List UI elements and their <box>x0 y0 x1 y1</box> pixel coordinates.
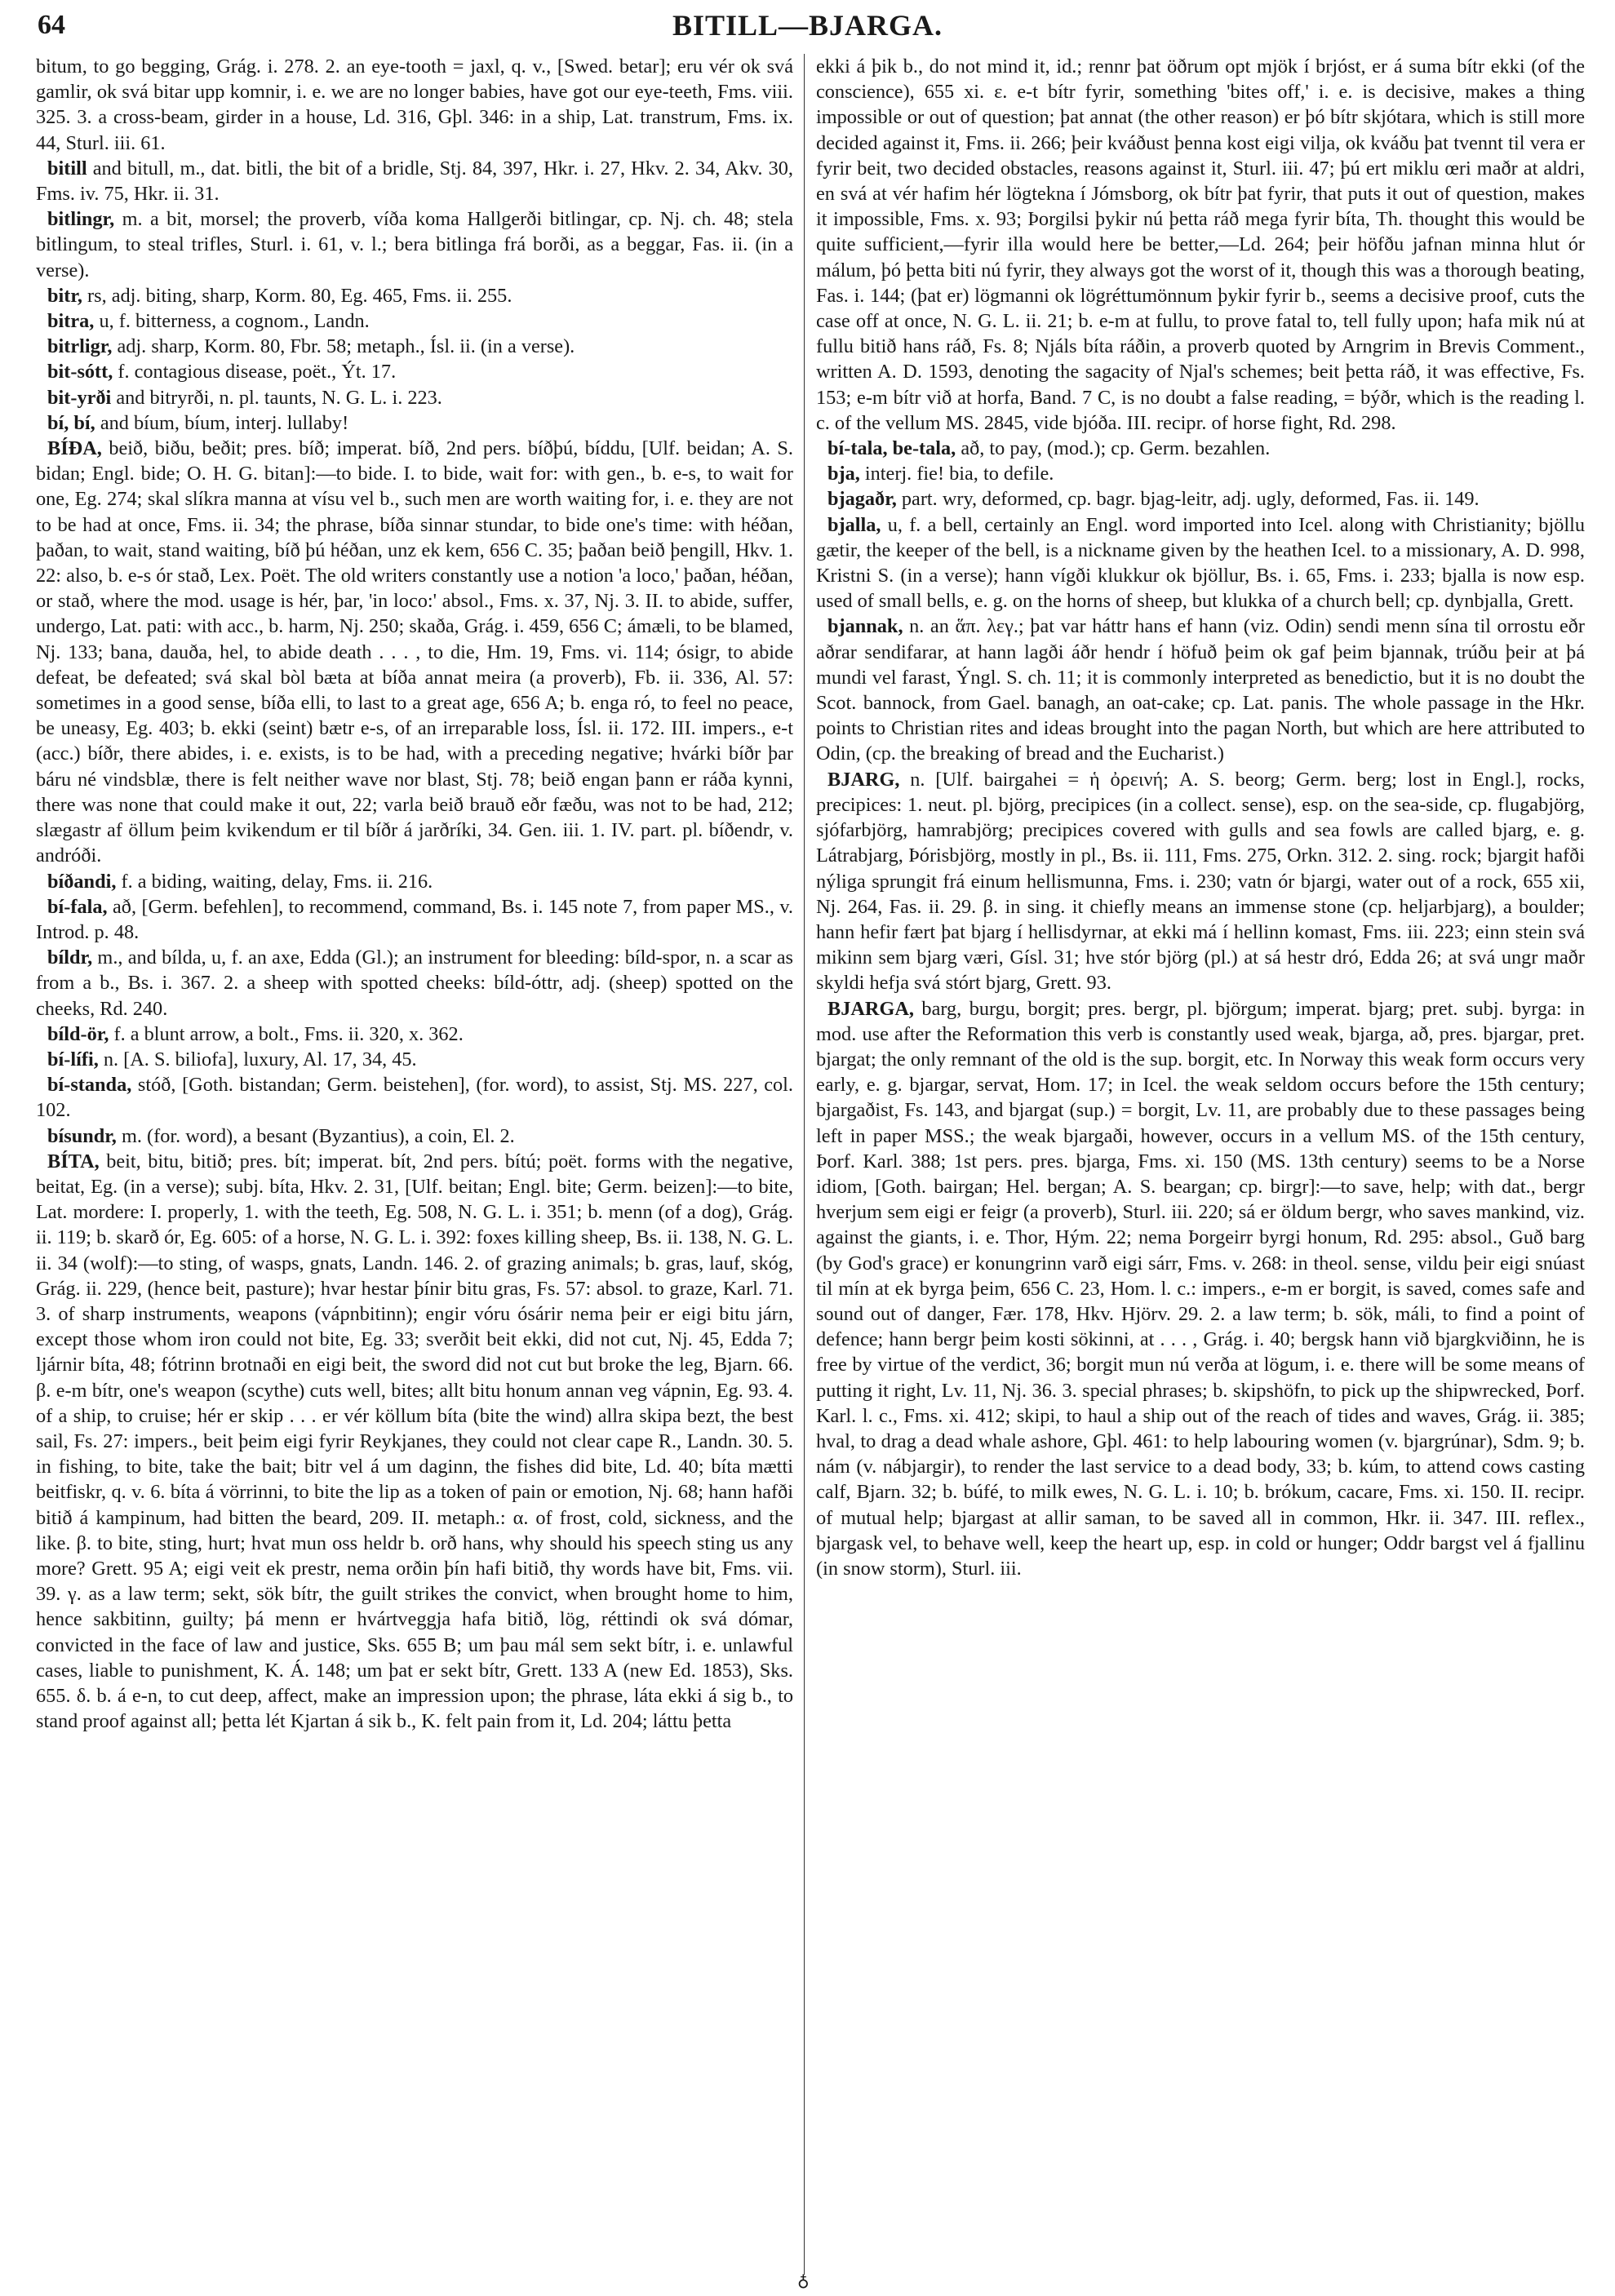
page-title: BITILL—BJARGA. <box>672 9 943 42</box>
headword: bitill <box>47 157 87 180</box>
dictionary-entry <box>36 436 793 868</box>
dictionary-entry <box>36 283 793 308</box>
entry-definition: u, f. bitterness, a cognom., Landn. <box>94 310 370 333</box>
dictionary-entry <box>816 767 1585 996</box>
entry-definition: and bitryrði, n. pl. taunts, N. G. L. i. 223. <box>111 386 442 409</box>
entry-definition: f. a blunt arrow, a bolt., Fms. ii. 320, x. 362. <box>109 1022 464 1045</box>
dictionary-entry <box>816 512 1585 614</box>
dictionary-entry <box>36 54 793 156</box>
entry-definition: stóð, [Goth. bistandan; Germ. beistehen], (for. word), to assist, Stj. MS. 227, col. 102. <box>36 1074 793 1122</box>
dictionary-entry <box>36 1047 793 1072</box>
entry-definition: beið, biðu, beðit; pres. bíð; imperat. bíð, 2nd pers. bíðþú, bíddu, [Ulf. beidan; A. S. bidan; Engl. bide; O. H. G. bitan]:—to bide. I. to bide, wait for: with gen., b. e-s, to wait for one, Eg. 274; skal slíkra manna at vísu vel b., such men are worth waiting for, i. e. they are not to be had at once, Fms. ii. 34; the phrase, bíða sinnar stundar, to bide one's time: with héðan, þaðan, to wait, stand waiting, bíð þú héðan, unz ek kem, 656 C. 35; þaðan beið þengill, Hkv. 1. 22: also, b. e-s ór stað, Lex. Poët. The old writers constantly use a notion 'a loco,' þaðan, héðan, or stað, where the mod. usage is hér, þar, 'in loco:' absol., Fms. x. 37, Nj. 3. II. to abide, suffer, undergo, Lat. pati: with acc., b. harm, Nj. 250; skaða, Grág. i. 459, 656 C; ámæli, to be blamed, Nj. 133; bana, dauða, hel, to abide death . . . , to die, Hm. 19, Fms. vi. 114; ósigr, to abide defeat, be defeated; svá skal bòl bæta at bíða annat meira (a proverb), Fb. ii. 336, Al. 57: sometimes in a good sense, bíða elli, to last to a great age, 656 A; b. enga ró, to feel no peace, be uneasy, Eg. 403; b. ekki (seint) bætr e-s, of an irreparable loss, Ísl. ii. 172. III. impers., e-t (acc.) bíðr, there abides, i. e. exists, is to be had, with a preceding negative; hvárki bíðr þar báru né vindsblæ, there is felt neither wave nor blast, Stj. 78; beið engan þann er ráða kynni, there was none that could make it out, 22; varla beið brauð eðr fæðu, was not to be had, 212; slægastr af öllum þeim kvikendum er til bíðr á jarðríki, 34. Gen. iii. 1. IV. part. pl. bíðendr, v. andróði. <box>36 437 793 867</box>
page-header <box>33 5 1582 51</box>
headword: BJARGA, <box>827 997 914 1020</box>
headword: bí-lífi, <box>47 1048 99 1070</box>
entry-definition: and bíum, bíum, interj. lullaby! <box>95 411 349 434</box>
headword: bit-sótt, <box>47 361 113 383</box>
headword: bí-standa, <box>47 1074 132 1097</box>
headword: bísundr, <box>47 1124 117 1147</box>
dictionary-entry <box>36 1072 793 1123</box>
entry-definition: ekki á þik b., do not mind it, id.; rennr þat öðrum opt mjök í brjóst, er á suma bítr ekki (of the conscience), 655 xi. ε. e-t bítr fyrir, something 'bites off,' i. e. is decisive, makes a thing impossible or out of question; þat annat (the other reason) er þó bítr skjótara, which is still more decided against it, Fms. ii. 266; þeir kváðust þenna kost eigi vilja, ok kváðu þat tvennt til vera er fyrir beit, two decided obstacles, reasons against it, Sturl. iii. 47; þú ert miklu œri maðr at aldri, en svá at vér hafim hér lögtekna í Jómsborg, ok bítr þat fyrir, that puts it out of question, makes it impossible, Fms. x. 93; Þorgilsi þykir nú þetta ráð mega fyrir bíta, Th. thought this would be quite sufficient,—fyrir illa would here be better,—Ld. 264; þeir höfðu jafnan minna hlut ór málum, þó þetta biti nú fyrir, they always got the worst of it, though this was a thorough beating, Fas. i. 144; (þat er) lögmanni ok lögréttumönnum þykir fyrir b., seems a decisive proof, cuts the case off at once, N. G. L. ii. 21; b. e-m at fullu, to prove fatal to, tell fully upon; hafa mik nú at fullu bitið hans ráð, Fs. 8; Njáls bíta ráðin, a proverb quoted by Arngrim in Brevis Comment., written A. D. 1593, denoting the sagacity of Njal's schemes; beit þetta ráð, it was effective, Fs. 153; e-m bítr við at horfa, Band. 7 C, is no doubt a false reading, = býðr, which is the reading l. c. of the vellum MS. 2845, vide bjóða. III. recipr. of horse fight, Rd. 298. <box>816 55 1585 434</box>
entry-definition: bitum, to go begging, Grág. i. 278. 2. an eye-tooth = jaxl, q. v., [Swed. betar]; eru vér ok svá gamlir, ok svá bitar upp komnir, i. e. we are no longer babies, have got our eye-teeth, Fms. viii. 325. 3. a cross-beam, girder in a house, Ld. 316, Gþl. 346: in a ship, Lat. transtrum, Fms. ix. 44, Sturl. iii. 61. <box>36 55 793 154</box>
column-divider <box>804 54 805 2275</box>
entry-definition: m. a bit, morsel; the proverb, víða koma Hallgerði bitlingar, cp. Nj. ch. 48; stela bitlingum, to steal trifles, Sturl. i. 61, v. l.; bera bitlinga frá borði, as a beggar, Fas. ii. (in a verse). <box>36 208 793 281</box>
entry-definition: n. [Ulf. bairgahei = ἡ ὀρεινή; A. S. beorg; Germ. berg; lost in Engl.], rocks, precipices: 1. neut. pl. björg, precipices (in a collect. sense), esp. on the sea-side, cp. flugabjörg, sjófarbjörg, hamrabjörg; precipices covered with gulls and sea fowls are called bjarg, e. g. Látrabjarg, Þórisbjörg, mostly in pl., Bs. ii. 111, Fms. 275, Orkn. 312. 2. sing. rock; bjargit hafði nýliga sprungit frá einum hellismunna, Fms. i. 230; vatn ór bjargi, water out of a rock, 655 xii, Nj. 264, Fas. ii. 29. β. in sing. it chiefly means an immense stone (cp. heljarbjarg), a boulder; hann hefir fært þat bjarg í hellisdyrnar, at ekki má í hellinn komast, Fms. iii. 223; einn stein svá mikinn sem bjarg væri, Gísl. 31; hve stór björg (pl.) at sá hestr dró, Edda 26; at svá ungr maðr skyldi hefja svá stórt bjarg, Grett. 93. <box>816 768 1585 995</box>
headword: bitlingr, <box>47 208 115 231</box>
dictionary-entry <box>36 945 793 1022</box>
dictionary-entry <box>36 156 793 206</box>
headword: bí-fala, <box>47 895 108 918</box>
entry-definition: m., and bílda, u, f. an axe, Edda (Gl.); an instrument for bleeding: bíld-spor, n. a scar as from a b., Bs. i. 367. 2. a sheep with spotted cheeks: bíld-óttr, adj. (sheep) spotted on the cheeks, Rd. 240. <box>36 946 793 1020</box>
entry-definition: að, to pay, (mod.); cp. Germ. bezahlen. <box>956 437 1271 460</box>
dictionary-entry <box>36 1022 793 1047</box>
dictionary-entry <box>36 1124 793 1149</box>
headword: bí, bí, <box>47 411 95 434</box>
entry-definition: að, [Germ. befehlen], to recommend, command, Bs. i. 145 note 7, from paper MS., v. Introd. p. 48. <box>36 895 793 943</box>
headword: bitrligr, <box>47 335 113 358</box>
entry-definition: beit, bitu, bitið; pres. bít; imperat. bít, 2nd pers. bítú; poët. forms with the negative, beitat, Eg. (in a verse); subj. bíta, Hkv. 2. 31, [Ulf. beitan; Engl. bite; Germ. beizen]:—to bite, Lat. mordere: I. properly, 1. with the teeth, Eg. 508, N. G. L. i. 351; b. menn (of a dog), Grág. ii. 119; b. skarð ór, Eg. 605: of a horse, N. G. L. i. 392: foxes killing sheep, Bs. ii. 138, N. G. L. ii. 34 (wolf):—to sting, of wasps, gnats, Landn. 146. 2. of grazing animals; b. gras, lauf, skóg, Grág. ii. 229, (hence beit, pasture); hvar hestar þínir bitu gras, Fs. 57: absol. to graze, Karl. 71. 3. of sharp instruments, weapons (vápnbitinn); engir vóru ósárir nema þeir er eigi bitu járn, except those whom iron could not bite, Eg. 33; sverðit beit ekki, did not cut, Nj. 45, Edda 7; ljárnir bíta, 48; fótrinn brotnaði en eigi beit, the sword did not cut but broke the leg, Bjarn. 66. β. e-m bítr, one's weapon (scythe) cuts well, bites; allt bitu honum annan veg vápnin, Eg. 93. 4. of a ship, to cruise; hér er skip . . . er vér köllum bíta (bite the wind) allra skipa bezt, the best sail, Fs. 27: impers., beit þeim eigi fyrir Reykjanes, they could not clear cape R., Landn. 30. 5. in fishing, to bite, take the bait; bitr vel á um daginn, the fishes did bite, Ld. 40; bíta mætti beitfiskr, q. v. 6. bíta á vörrinni, to bite the lip as a token of pain or emotion, Nj. 68; hann hafði bitið á kampinum, had bitten the beard, 209. II. metaph.: α. of frost, cold, sickness, and the like. β. to bite, sting, hurt; hvat mun oss heldr b. orð hans, why should his speech sting us any more? Grett. 95 A; eigi veit ek prestr, nema orðin þín hafi bitið, thy words have bit, Fms. vii. 39. γ. as a law term; sekt, sök bítr, the guilt strikes the convict, when brought home to him, hence sakbitinn, guilty; þá menn er hvártveggja hafa bitið, lög, réttindi ok svá dómar, convicted in the face of law and justice, Sks. 655 B; um þau mál sem sekt bítr, i. e. unlawful cases, liable to punishment, K. Á. 148; um þat er sekt bítr, Grett. 133 A (new Ed. 1853), Sks. 655. δ. b. á e-n, to cut deep, affect, make an impression upon; the phrase, láta ekki á sig b., to stand proof against all; þetta lét Kjartan á sik b., K. felt pain from it, Ld. 204; láttu þetta <box>36 1150 793 1733</box>
headword: bjagaðr, <box>827 488 897 511</box>
headword: bíðandi, <box>47 870 117 893</box>
dictionary-entry <box>36 869 793 894</box>
headword: bitra, <box>47 310 95 333</box>
dictionary-entry <box>36 385 793 410</box>
dictionary-entry <box>36 308 793 334</box>
divider-ornament-icon: ♁ <box>797 2272 810 2290</box>
headword: BÍÐA, <box>47 437 102 460</box>
dictionary-entry <box>816 614 1585 766</box>
entry-definition: interj. fie! bia, to defile. <box>859 463 1054 485</box>
entry-definition: barg, burgu, borgit; pres. bergr, pl. björgum; imperat. bjarg; pret. subj. byrga: in mod. use after the Reformation this verb is constantly used weak, bjarga, að, pres. bjargar, pret. bjargat; the only remnant of the old is the sup. borgit, etc. In Norway this weak form occurs very early, e. g. bjargar, servat, Hom. 17; in Icel. the weak seldom occurs before the 15th century; bjargaðist, Fs. 143, and bjargat (sup.) = borgit, Lv. 11, are probably due to these passages being left in paper MSS.; the weak bjargaði, however, occurs in a vellum MS. of the 15th century, Þorf. Karl. 388; 1st pers. pres. bjarga, Fms. xi. 150 (MS. 13th century) seems to be a Norse idiom, [Goth. bairgan; Hel. bergan; A. S. beargan; cp. birgr]:—to save, help; with dat., bergr hverjum sem eigi er feigr (a proverb), Sturl. iii. 220; sá er öldum bergr, who saves mankind, viz. against the giants, i. e. Thor, Hým. 22; nema Þorgeirr byrgi honum, Rd. 295: absol., Guð barg (by God's grace) er konungrinn varð eigi sárr, Fms. v. 268: in theol. sense, vildu þeir eigi snúast til mín at ek byrga þeim, 656 C. 23, Hom. l. c.: impers., e-m er borgit, is saved, comes safe and sound out of danger, Fær. 178, Hkv. Hjörv. 29. 2. a law term; b. sök, máli, to find a point of defence; hann bergr þeim kosti sökinni, at . . . , Grág. i. 40; bergsk hann við bjargkviðinn, he is free by virtue of the verdict, 36; borgit mun nú verða at lögum, i. e. there will be some means of putting it right, Lv. 11, Nj. 36. 3. special phrases; b. skipshöfn, to pick up the shipwrecked, Þorf. Karl. l. c., Fms. xi. 412; skipi, to haul a ship out of the reach of tides and waves, Grág. ii. 385; hval, to drag a dead whale ashore, Gþl. 461: to help labouring women (v. bjargrúnar), Sdm. 9; b. nám (v. nábjargir), to render the last service to a dead body, 33; b. kúm, to attend cows casting calf, Bjarn. 32; b. búfé, to milk ewes, N. G. L. i. 10; b. brókum, cacare, Fms. xi. 150. II. recipr. of mutual help; bjargast at allir saman, to be saved all in common, Hkr. ii. 347. III. reflex., bjargask vel, to behave well, keep the heart up, esp. in cold or hunger; Oddr bargst vel á fjallinu (in snow storm), Sturl. iii. <box>816 997 1585 1580</box>
entry-definition: n. [A. S. biliofa], luxury, Al. 17, 34, 45. <box>98 1048 417 1070</box>
dictionary-entry <box>816 486 1585 512</box>
headword: BJARG, <box>827 768 900 791</box>
dictionary-entry <box>816 996 1585 1582</box>
entry-definition: part. wry, deformed, cp. bagr. bjag-leitr, adj. ugly, deformed, Fas. ii. 149. <box>896 488 1480 511</box>
headword: BÍTA, <box>47 1150 100 1172</box>
entry-definition: f. a biding, waiting, delay, Fms. ii. 216. <box>116 870 433 893</box>
right-column <box>816 54 1585 2289</box>
headword: bjalla, <box>827 513 881 536</box>
dictionary-entry <box>36 1149 793 1735</box>
headword: bíldr, <box>47 946 93 969</box>
headword: bjannak, <box>827 615 903 638</box>
entry-definition: adj. sharp, Korm. 80, Fbr. 58; metaph., Ísl. ii. (in a verse). <box>112 335 575 358</box>
entry-definition: m. (for. word), a besant (Byzantius), a coin, El. 2. <box>116 1124 515 1147</box>
dictionary-entry <box>816 461 1585 486</box>
page-number: 64 <box>38 10 65 40</box>
left-column <box>36 54 793 2289</box>
entry-definition: u, f. a bell, certainly an Engl. word imported into Icel. along with Christianity; bjöllu gætir, the keeper of the bell, is a nickname given by the heathen Icel. to a missionary, A. D. 998, Kristni S. (in a verse); hann vígði klukkur ok bjöllur, Bs. i. 65, Fms. i. 233; bjalla is now esp. used of small bells, e. g. on the horns of sheep, but klukka of a church bell; cp. dynbjalla, Grett. <box>816 513 1585 613</box>
entry-definition: n. an ἅπ. λεγ.; þat var háttr hans ef hann (viz. Odin) sendi menn sína til orrostu eðr aðrar sendifarar, at hann lagði áðr hendr í höfuð þeim ok gaf þeim bjannak, trúðu þeir at þá mundi vel farast, Ýngl. S. ch. 11; it is commonly interpreted as benedictio, but it is no doubt the Scot. bannock, from Gael. banagh, an oat-cake; cp. Lat. panis. The whole passage in the Hkr. points to Christian rites and ideas brought into the pagan North, but which are here attributed to Odin, (cp. the breaking of bread and the Eucharist.) <box>816 615 1585 765</box>
headword: bí-tala, be-tala, <box>827 437 956 460</box>
headword: bit-yrði <box>47 386 112 409</box>
headword: bíld-ör, <box>47 1022 109 1045</box>
headword: bitr, <box>47 284 82 307</box>
dictionary-entry <box>36 894 793 945</box>
dictionary-entry <box>816 54 1585 436</box>
dictionary-entry <box>36 206 793 283</box>
dictionary-entry <box>816 436 1585 461</box>
headword: bja, <box>827 463 860 485</box>
dictionary-entry <box>36 334 793 359</box>
entry-definition: f. contagious disease, poët., Ýt. 17. <box>113 361 397 383</box>
entry-definition: and bitull, m., dat. bitli, the bit of a bridle, Stj. 84, 397, Hkr. i. 27, Hkv. 2. 34, Akv. 30, Fms. iv. 75, Hkr. ii. 31. <box>36 157 793 206</box>
dictionary-entry <box>36 410 793 436</box>
entry-definition: rs, adj. biting, sharp, Korm. 80, Eg. 465, Fms. ii. 255. <box>82 284 512 307</box>
dictionary-entry <box>36 359 793 384</box>
